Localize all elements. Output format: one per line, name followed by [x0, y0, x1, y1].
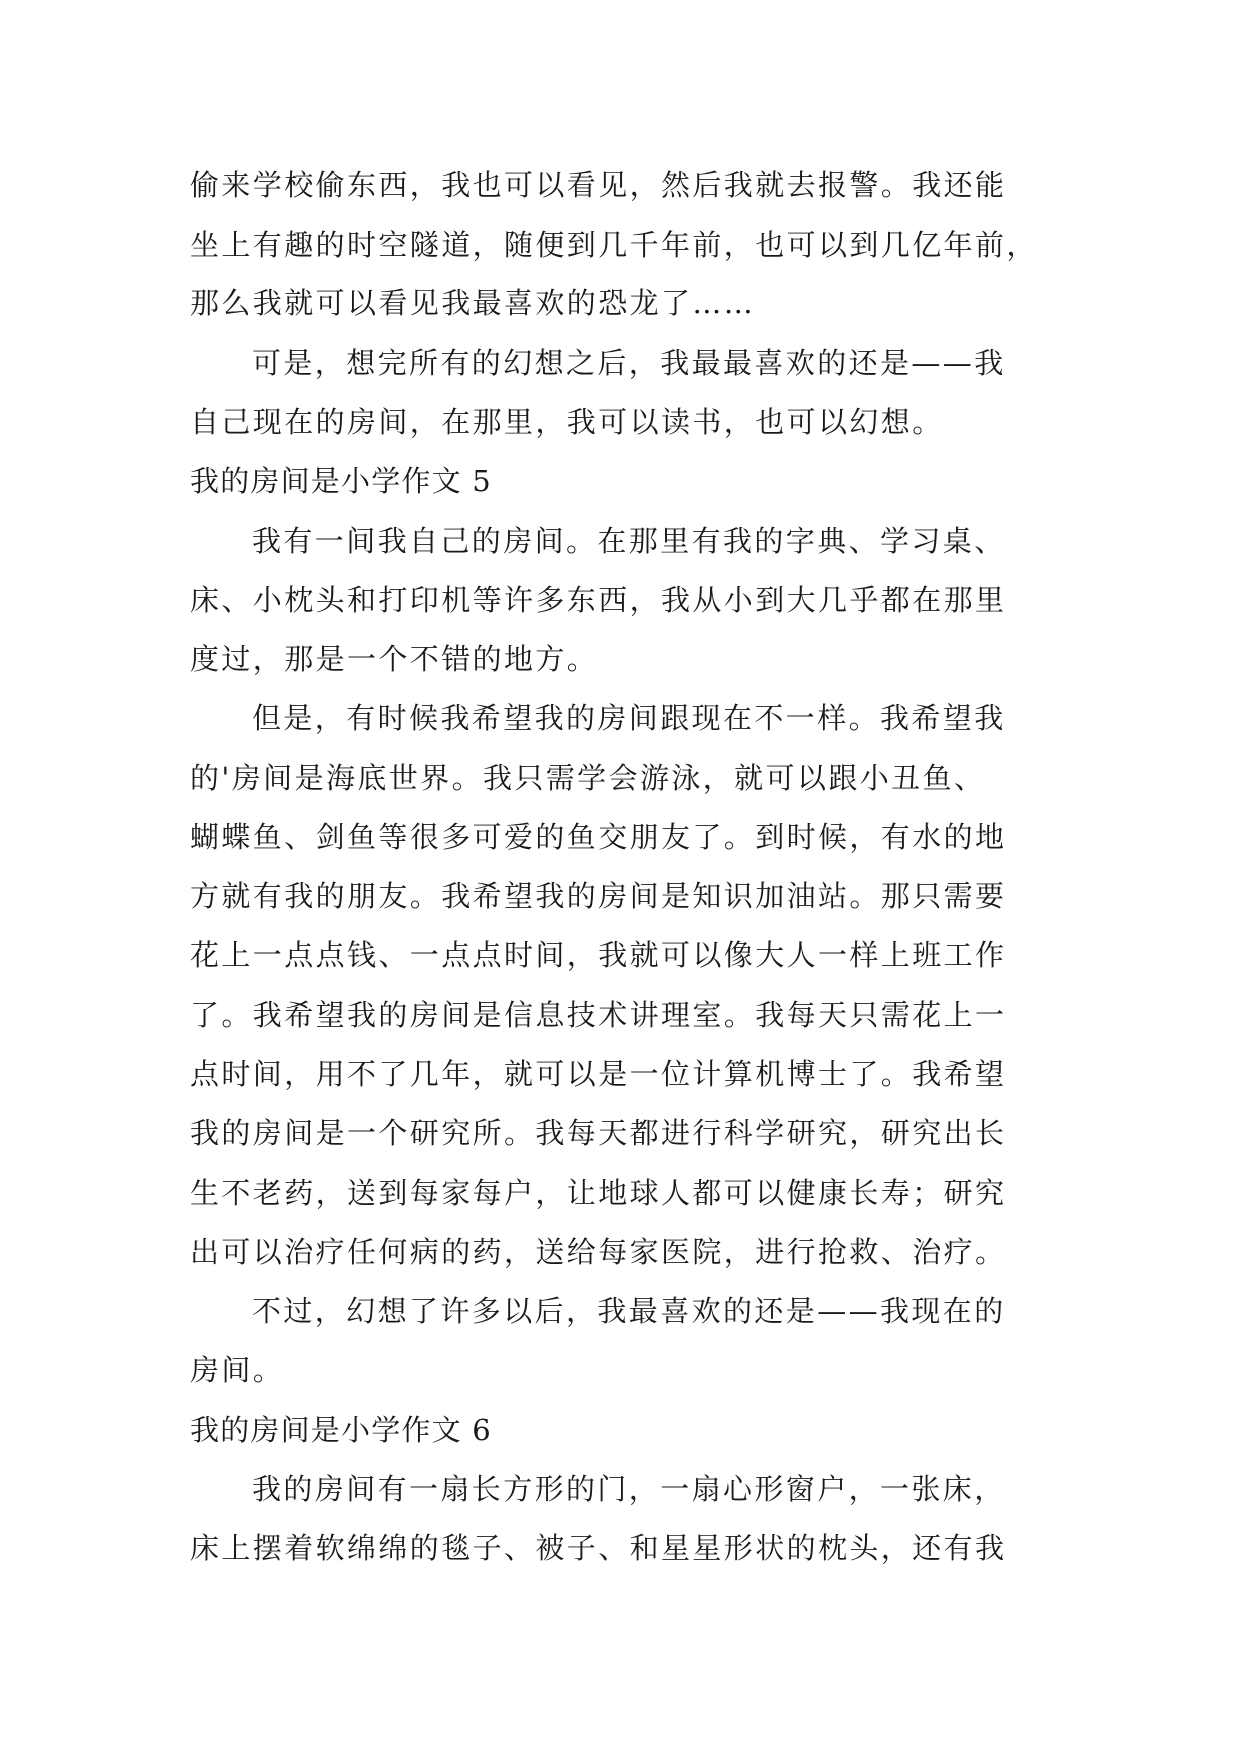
- text-line: 我的房间是一个研究所。我每天都进行科学研究，研究出长: [190, 1116, 1007, 1150]
- text-line: 花上一点点钱、一点点时间，我就可以像大人一样上班工作: [190, 938, 1007, 972]
- text-line: 床、小枕头和打印机等许多东西，我从小到大几乎都在那里: [190, 583, 1007, 617]
- section-heading: 我的房间是小学作文 5: [190, 464, 492, 498]
- text-line: 自己现在的房间，在那里，我可以读书，也可以幻想。: [190, 405, 944, 439]
- text-line: 生不老药，送到每家每户，让地球人都可以健康长寿；研究: [190, 1176, 1007, 1210]
- paragraph-first-line: 我的房间有一扇长方形的门，一扇心形窗户，一张床，: [252, 1472, 1006, 1506]
- text-line: 点时间，用不了几年，就可以是一位计算机博士了。我希望: [190, 1057, 1007, 1091]
- text-line: 房间。: [190, 1353, 285, 1387]
- section-heading: 我的房间是小学作文 6: [190, 1413, 492, 1447]
- text-line: 的'房间是海底世界。我只需学会游泳，就可以跟小丑鱼、: [190, 761, 986, 795]
- text-line: 方就有我的朋友。我希望我的房间是知识加油站。那只需要: [190, 879, 1007, 913]
- text-line: 蝴蝶鱼、剑鱼等很多可爱的鱼交朋友了。到时候，有水的地: [190, 820, 1007, 854]
- text-line: 床上摆着软绵绵的毯子、被子、和星星形状的枕头，还有我: [190, 1531, 1007, 1565]
- paragraph-first-line: 不过，幻想了许多以后，我最喜欢的还是——我现在的: [252, 1294, 1006, 1328]
- text-line: 那么我就可以看见我最喜欢的恐龙了……: [190, 286, 756, 320]
- text-line: 度过，那是一个不错的地方。: [190, 642, 599, 676]
- paragraph-first-line: 可是，想完所有的幻想之后，我最最喜欢的还是——我: [252, 346, 1006, 380]
- text-line: 出可以治疗任何病的药，送给每家医院，进行抢救、治疗。: [190, 1235, 1007, 1269]
- text-line: 偷来学校偷东西，我也可以看见，然后我就去报警。我还能: [190, 168, 1007, 202]
- paragraph-first-line: 但是，有时候我希望我的房间跟现在不一样。我希望我: [252, 701, 1006, 735]
- text-line: 了。我希望我的房间是信息技术讲理室。我每天只需花上一: [190, 998, 1007, 1032]
- text-line: 坐上有趣的时空隧道，随便到几千年前，也可以到几亿年前，: [190, 228, 1038, 262]
- paragraph-first-line: 我有一间我自己的房间。在那里有我的字典、学习桌、: [252, 524, 1006, 558]
